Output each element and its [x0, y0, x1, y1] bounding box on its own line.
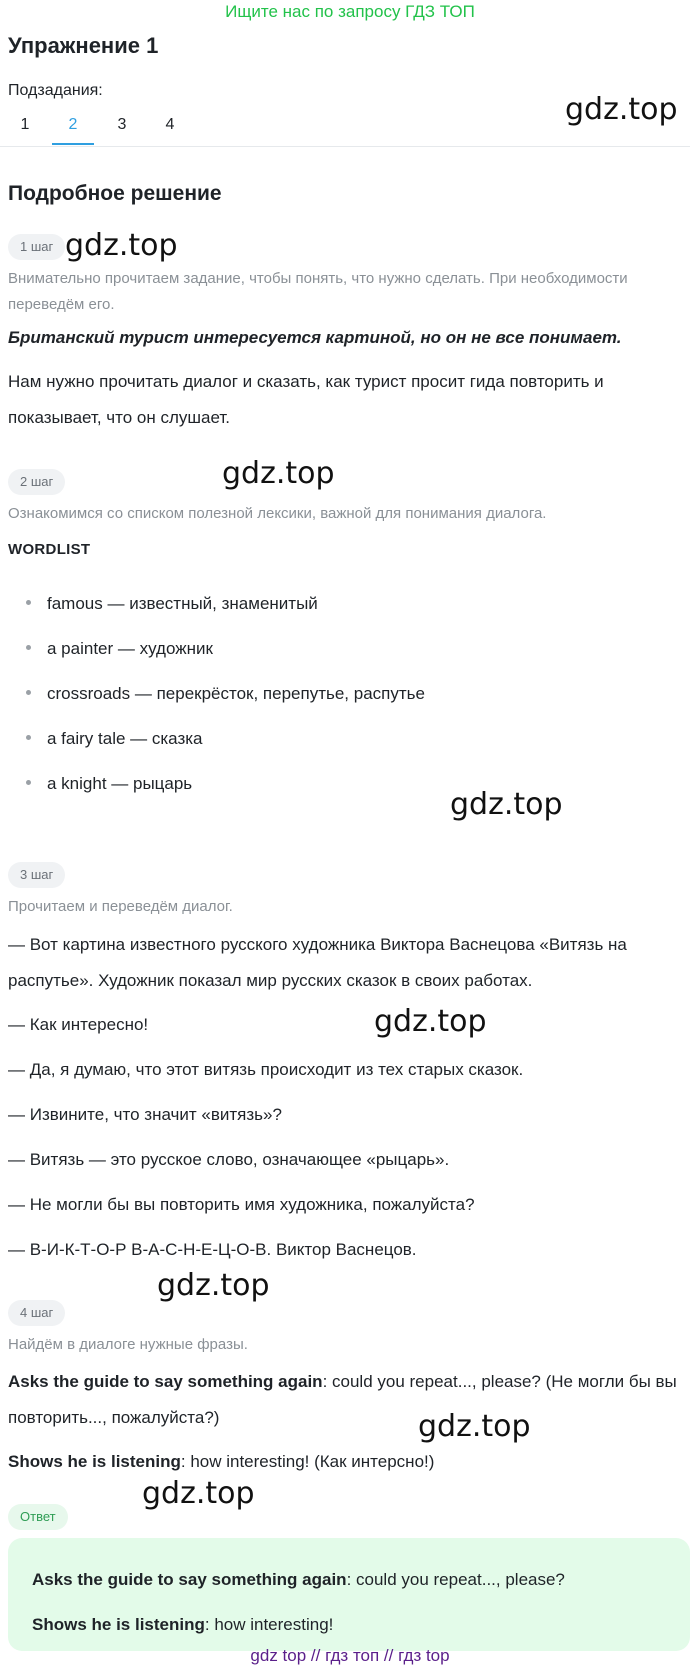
step-badge-4: 4 шаг	[8, 1300, 65, 1326]
step-2-hint: Ознакомимся со списком полезной лексики, важной для понимания диалога.	[8, 505, 547, 522]
bullet-icon	[26, 780, 31, 785]
watermark: gdz.top	[565, 92, 678, 127]
answer-line-2: Shows he is listening: how interesting!	[32, 1615, 334, 1634]
dialog-line: — Да, я думаю, что этот витязь происходит из тех старых сказок.	[8, 1060, 524, 1079]
watermark: gdz.top	[418, 1409, 531, 1444]
list-item: a knight — рыцарь	[26, 774, 192, 794]
step-badge-1: 1 шаг	[8, 234, 65, 260]
watermark: gdz.top	[222, 456, 335, 491]
dialog-line: — Не могли бы вы повторить имя художника, пожалуйста?	[8, 1195, 475, 1214]
step-badge-2: 2 шаг	[8, 469, 65, 495]
step-badge-3: 3 шаг	[8, 862, 65, 888]
dialog-line: — Как интересно!	[8, 1015, 149, 1034]
active-tab-indicator	[52, 143, 94, 145]
search-banner: Ищите нас по запросу ГДЗ ТОП	[225, 2, 475, 21]
footer-links[interactable]: gdz top // гдз топ // гдз top	[250, 1646, 450, 1665]
step-4-hint: Найдём в диалоге нужные фразы.	[8, 1336, 248, 1353]
dialog-line: — Извините, что значит «витязь»?	[8, 1105, 282, 1124]
step-3-hint: Прочитаем и переведём диалог.	[8, 898, 233, 915]
step-1-text: Нам нужно прочитать диалог и сказать, как турист просит гида повторить и показывает, что он слушает.	[8, 372, 604, 427]
tab-subtask-2[interactable]: 2	[68, 116, 78, 133]
bullet-icon	[26, 690, 31, 695]
phrase-listening: Shows he is listening: how interesting! (Как интерсно!)	[8, 1452, 435, 1471]
dialog-line: — Витязь — это русское слово, означающее «рыцарь».	[8, 1150, 450, 1169]
tab-subtask-1[interactable]: 1	[20, 116, 30, 133]
exercise-title: Упражнение 1	[8, 33, 159, 58]
bullet-icon	[26, 645, 31, 650]
watermark: gdz.top	[374, 1004, 487, 1039]
solution-title: Подробное решение	[8, 182, 222, 205]
list-item: crossroads — перекрёсток, перепутье, распутье	[26, 684, 425, 704]
bullet-icon	[26, 600, 31, 605]
phrase-repeat: Asks the guide to say something again: could you repeat..., please? (Не могли бы вы повторить..., пожалуйста?)	[8, 1372, 677, 1427]
subtasks-label: Подзадания:	[8, 82, 103, 99]
tab-subtask-4[interactable]: 4	[165, 116, 175, 133]
wordlist-title: WORDLIST	[8, 541, 91, 558]
dialog-line: — В-И-К-Т-О-Р В-А-С-Н-Е-Ц-О-В. Виктор Васнецов.	[8, 1240, 417, 1259]
list-item: famous — известный, знаменитый	[26, 594, 318, 614]
step-1-hint: Внимательно прочитаем задание, чтобы понять, что нужно сделать. При необходимости переведём его.	[8, 270, 628, 313]
watermark: gdz.top	[157, 1268, 270, 1303]
task-statement: Британский турист интересуется картиной, но он не все понимает.	[8, 328, 622, 347]
answer-badge: Ответ	[8, 1504, 68, 1530]
list-item: a fairy tale — сказка	[26, 729, 203, 749]
bullet-icon	[26, 735, 31, 740]
dialog-line: — Вот картина известного русского художника Виктора Васнецова «Витязь на распутье». Художник показал мир русских сказок в своих работах.	[8, 935, 627, 990]
watermark: gdz.top	[65, 228, 178, 263]
watermark: gdz.top	[450, 787, 563, 822]
tab-subtask-3[interactable]: 3	[117, 116, 127, 133]
watermark: gdz.top	[142, 1476, 255, 1511]
list-item: a painter — художник	[26, 639, 213, 659]
answer-line-1: Asks the guide to say something again: could you repeat..., please?	[32, 1570, 565, 1589]
